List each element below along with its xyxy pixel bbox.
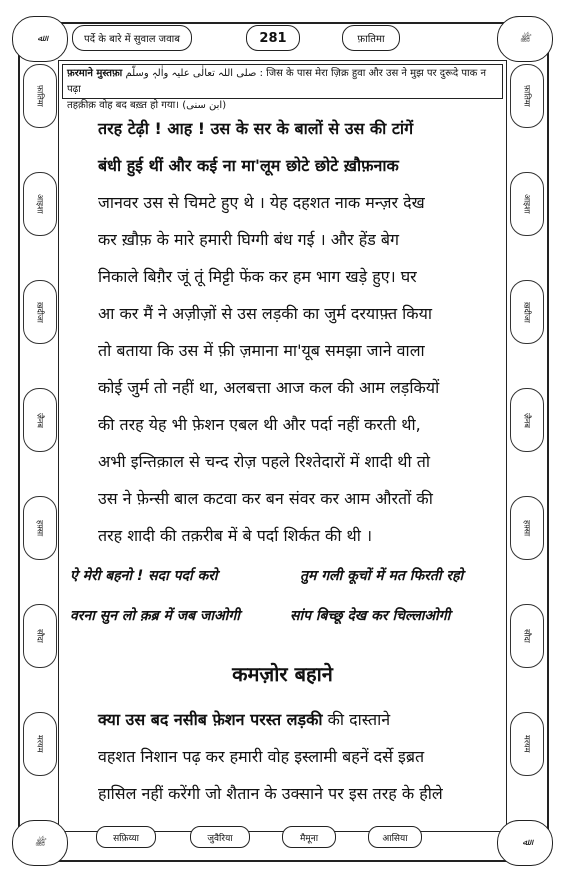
book-title: पर्दे के बारे में सुवाल जवाब [72,25,192,51]
side-medallion: ज़ैनब [510,388,544,452]
text-line [98,708,514,730]
side-medallion: ज़ैनब [23,388,57,452]
quote-label: फ़रमाने मुस्तफ़ा [67,68,123,79]
text-line: कोई जुर्म तो नहीं था, अलबत्ता आज कल की आम लड़कियों [98,378,440,397]
side-medallion: हफ़्सा [510,496,544,560]
text-line: तो बताया कि उस में फ़ी ज़माना मा'यूब समझा जाने वाला [98,341,425,360]
text-line: तरह टेढ़ी ! आह ! उस के सर के बालों से उस की टांगें [98,119,414,138]
corner-top-left: ﷲ [12,16,68,62]
corner-bottom-right: ﷲ [497,820,553,866]
side-medallion: आइशा [23,172,57,236]
side-medallion: सौदा [23,604,57,668]
side-medallion: मरयम [510,712,544,776]
text-line: की तरह येह भी फ़ेशन एबल थी और पर्दा नहीं करती थी, [98,415,421,434]
quote-line2: तहक़ीक़ वोह बद बख़्त हो गया। (ابن سنی) [67,100,227,111]
section-heading: कमज़ोर बहाने [232,662,333,686]
text-line: निकाले बिग़ैर जूं तूं मिट्टी फेंक कर हम भाग खड़े हुए। घर [98,267,417,286]
text-span: की दास्ताने [322,710,391,729]
side-medallion: फ़ातिमा [510,64,544,128]
text-line: आ कर मैं ने अज़ीज़ों से उस लड़की का जुर्म दरयाफ़्त किया [98,304,433,323]
text-line: अभी इन्तिक़ाल से चन्द रोज़ पहले रिश्तेदारों में शादी थी तो [98,452,431,471]
text-line: तरह शादी की तक़रीब में बे पर्दा शिर्कत की थी । [98,526,373,545]
side-medallion: सौदा [510,604,544,668]
footer-tab: आसिया [368,826,422,848]
corner-top-right: ﷺ [497,16,553,62]
text-line: हासिल नहीं करेंगी जो शैतान के उक्साने पर इस तरह के हीले [98,784,443,803]
text-line: उस ने फ़ेन्सी बाल कटवा कर बन संवर कर आम औरतों की [98,489,433,508]
poem-line-1a: ऐ मेरी बहनो ! सदा पर्दा करो [70,568,218,584]
chapter-name: फ़ातिमा [342,25,400,51]
text-line: जानवर उस से चिमटे हुए थे । येह दहशत नाक मन्ज़र देख [98,193,425,212]
side-medallion: आइशा [510,172,544,236]
side-medallion: फ़ातिमा [23,64,57,128]
corner-bottom-left: ﷺ [12,820,68,866]
footer-tab: जुवैरिया [190,826,250,848]
text-line: कर ख़ौफ़ के मारे हमारी घिग्गी बंध गई । और हेंड बेग [98,230,400,249]
footer-tab: सफ़िय्या [96,826,156,848]
side-medallion: ख़दीजा [23,280,57,344]
text-line: बंधी हुई थीं और कई ना मा'लूम छोटे छोटे ख़ौफ़नाक [98,156,399,175]
quote-arabic: صلی اللہ تعالٰی علیہ واٰلہٖ وسلّم [125,68,257,79]
bold-phrase: क्या उस बद नसीब फ़ेशन परस्त लड़की [98,710,323,729]
poem-line-2b: सांप बिच्छू देख कर चिल्लाओगी [290,608,451,624]
text-line: वहशत निशान पढ़ कर हमारी वोह इस्लामी बहनें दर्से इब्रत [98,747,425,766]
side-medallion: ख़दीजा [510,280,544,344]
left-border [20,60,58,830]
quote-line1: : जिस के पास मेरा ज़िक्र हुवा और उस ने मुझ पर दुरूदे पाक न पढ़ा [67,68,487,95]
page-number: 281 [246,25,300,51]
footer-tab: मैमूना [282,826,336,848]
hadith-quote-box [62,64,503,111]
poem-line-2a: वरना सुन लो क़ब्र में जब जाओगी [70,608,240,624]
side-medallion: हफ़्सा [23,496,57,560]
side-medallion: मरयम [23,712,57,776]
poem-line-1b: तुम गली कूचों में मत फिरती रहो [300,568,464,584]
